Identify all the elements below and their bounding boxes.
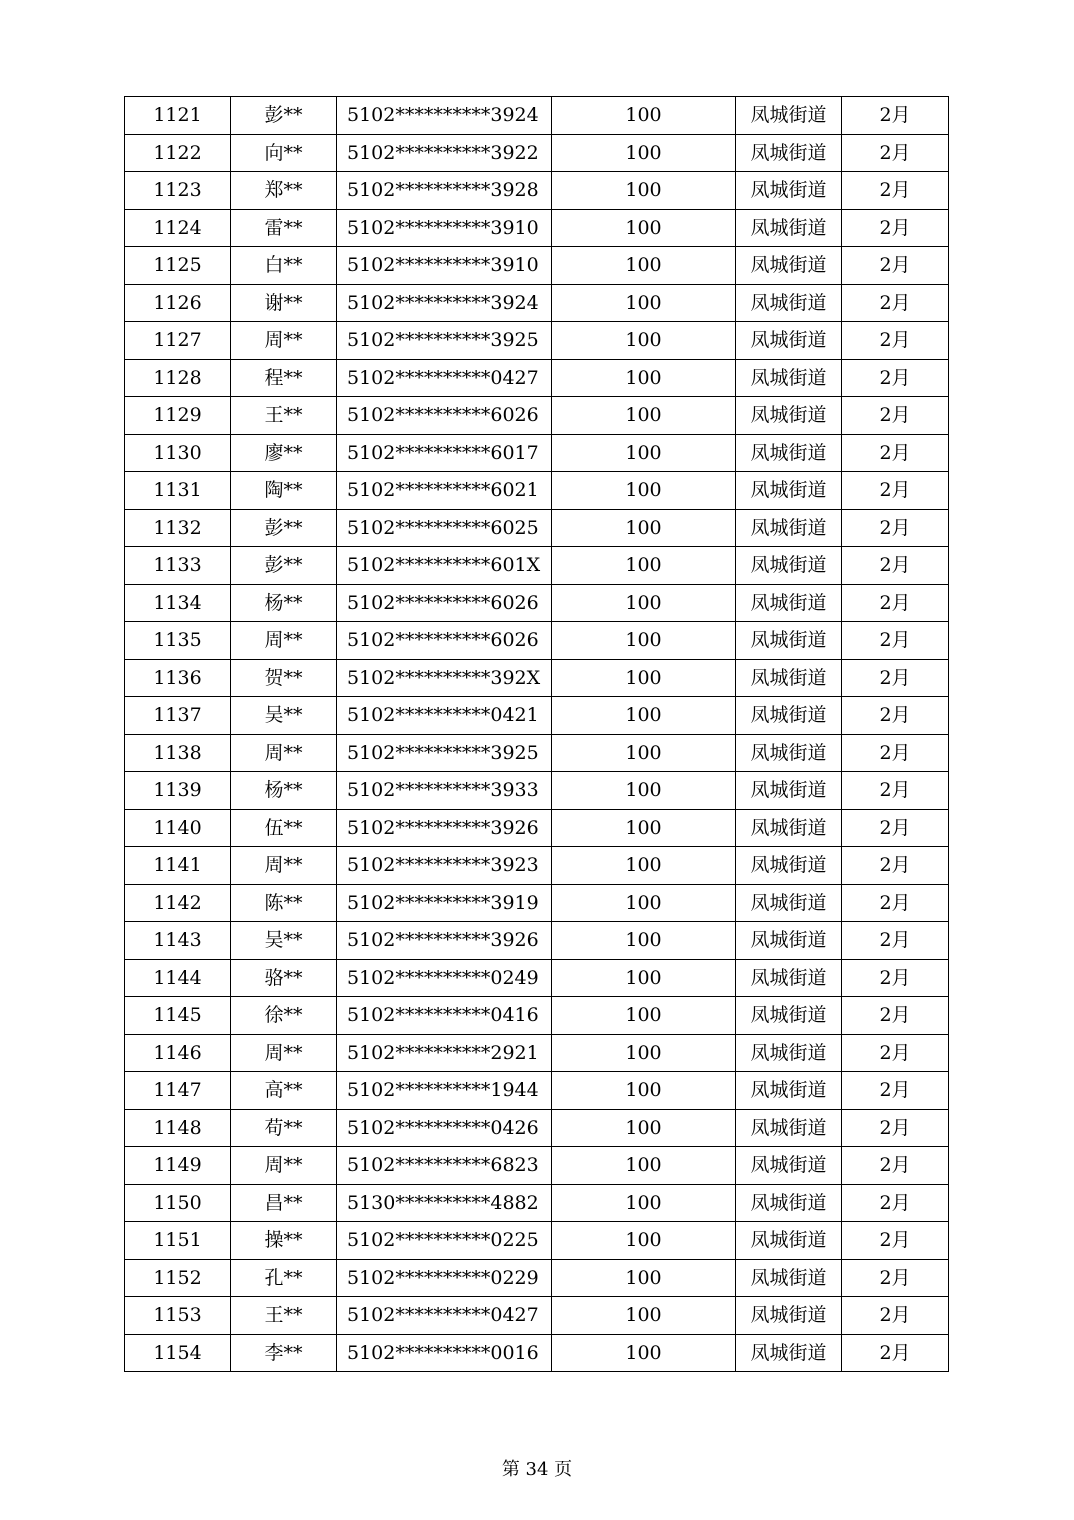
table-row [125, 1072, 949, 1110]
table-row [125, 472, 949, 510]
amount-cell: 100 [552, 622, 736, 660]
serial-number-cell: 1128 [125, 359, 231, 397]
amount-cell: 100 [552, 697, 736, 735]
id-number-cell: 5102**********3926 [337, 809, 552, 847]
name-cell: 王** [231, 1297, 337, 1335]
name-cell: 陈** [231, 884, 337, 922]
serial-number-cell: 1122 [125, 134, 231, 172]
month-cell: 2月 [842, 322, 949, 360]
amount-cell: 100 [552, 959, 736, 997]
id-number-cell: 5102**********3933 [337, 772, 552, 810]
name-cell: 操** [231, 1222, 337, 1260]
serial-number-cell: 1147 [125, 1072, 231, 1110]
id-number-cell: 5102**********0421 [337, 697, 552, 735]
table-row [125, 547, 949, 585]
month-cell: 2月 [842, 884, 949, 922]
table-row [125, 734, 949, 772]
name-cell: 白** [231, 247, 337, 285]
amount-cell: 100 [552, 359, 736, 397]
table-row [125, 209, 949, 247]
name-cell: 昌** [231, 1184, 337, 1222]
table-row [125, 1034, 949, 1072]
amount-cell: 100 [552, 734, 736, 772]
id-number-cell: 5102**********0427 [337, 359, 552, 397]
amount-cell: 100 [552, 884, 736, 922]
amount-cell: 100 [552, 772, 736, 810]
table-row [125, 1297, 949, 1335]
month-cell: 2月 [842, 1259, 949, 1297]
id-number-cell: 5102**********3910 [337, 209, 552, 247]
name-cell: 贺** [231, 659, 337, 697]
id-number-cell: 5102**********6017 [337, 434, 552, 472]
table-row [125, 1334, 949, 1372]
amount-cell: 100 [552, 1259, 736, 1297]
name-cell: 周** [231, 322, 337, 360]
table-row [125, 322, 949, 360]
id-number-cell: 5102**********0225 [337, 1222, 552, 1260]
serial-number-cell: 1133 [125, 547, 231, 585]
id-number-cell: 5102**********6823 [337, 1147, 552, 1185]
street-cell: 凤城街道 [736, 809, 842, 847]
street-cell: 凤城街道 [736, 434, 842, 472]
name-cell: 李** [231, 1334, 337, 1372]
name-cell: 向** [231, 134, 337, 172]
id-number-cell: 5102**********2921 [337, 1034, 552, 1072]
amount-cell: 100 [552, 997, 736, 1035]
month-cell: 2月 [842, 584, 949, 622]
month-cell: 2月 [842, 1334, 949, 1372]
table-row [125, 697, 949, 735]
month-cell: 2月 [842, 1072, 949, 1110]
table-row [125, 959, 949, 997]
name-cell: 谢** [231, 284, 337, 322]
id-number-cell: 5102**********3928 [337, 172, 552, 210]
serial-number-cell: 1124 [125, 209, 231, 247]
table-row [125, 284, 949, 322]
street-cell: 凤城街道 [736, 397, 842, 435]
serial-number-cell: 1154 [125, 1334, 231, 1372]
serial-number-cell: 1139 [125, 772, 231, 810]
amount-cell: 100 [552, 584, 736, 622]
month-cell: 2月 [842, 1147, 949, 1185]
name-cell: 周** [231, 622, 337, 660]
amount-cell: 100 [552, 547, 736, 585]
id-number-cell: 5102**********6021 [337, 472, 552, 510]
table-row [125, 434, 949, 472]
name-cell: 郑** [231, 172, 337, 210]
street-cell: 凤城街道 [736, 847, 842, 885]
id-number-cell: 5102**********0016 [337, 1334, 552, 1372]
id-number-cell: 5102**********3919 [337, 884, 552, 922]
serial-number-cell: 1149 [125, 1147, 231, 1185]
amount-cell: 100 [552, 659, 736, 697]
name-cell: 陶** [231, 472, 337, 510]
id-number-cell: 5102**********0229 [337, 1259, 552, 1297]
table-row [125, 584, 949, 622]
id-number-cell: 5102**********3926 [337, 922, 552, 960]
month-cell: 2月 [842, 1109, 949, 1147]
month-cell: 2月 [842, 734, 949, 772]
id-number-cell: 5130**********4882 [337, 1184, 552, 1222]
id-number-cell: 5102**********3924 [337, 284, 552, 322]
serial-number-cell: 1121 [125, 97, 231, 135]
street-cell: 凤城街道 [736, 622, 842, 660]
month-cell: 2月 [842, 547, 949, 585]
serial-number-cell: 1146 [125, 1034, 231, 1072]
month-cell: 2月 [842, 209, 949, 247]
table-row [125, 172, 949, 210]
month-cell: 2月 [842, 134, 949, 172]
month-cell: 2月 [842, 472, 949, 510]
month-cell: 2月 [842, 772, 949, 810]
name-cell: 彭** [231, 97, 337, 135]
street-cell: 凤城街道 [736, 772, 842, 810]
table-row [125, 1222, 949, 1260]
name-cell: 程** [231, 359, 337, 397]
street-cell: 凤城街道 [736, 209, 842, 247]
street-cell: 凤城街道 [736, 584, 842, 622]
month-cell: 2月 [842, 509, 949, 547]
street-cell: 凤城街道 [736, 322, 842, 360]
id-number-cell: 5102**********3922 [337, 134, 552, 172]
amount-cell: 100 [552, 284, 736, 322]
name-cell: 骆** [231, 959, 337, 997]
name-cell: 孔** [231, 1259, 337, 1297]
serial-number-cell: 1140 [125, 809, 231, 847]
month-cell: 2月 [842, 659, 949, 697]
month-cell: 2月 [842, 172, 949, 210]
amount-cell: 100 [552, 847, 736, 885]
name-cell: 廖** [231, 434, 337, 472]
serial-number-cell: 1126 [125, 284, 231, 322]
id-number-cell: 5102**********6026 [337, 622, 552, 660]
id-number-cell: 5102**********601X [337, 547, 552, 585]
name-cell: 徐** [231, 997, 337, 1035]
serial-number-cell: 1145 [125, 997, 231, 1035]
street-cell: 凤城街道 [736, 1072, 842, 1110]
serial-number-cell: 1137 [125, 697, 231, 735]
amount-cell: 100 [552, 922, 736, 960]
amount-cell: 100 [552, 134, 736, 172]
serial-number-cell: 1129 [125, 397, 231, 435]
id-number-cell: 5102**********3910 [337, 247, 552, 285]
serial-number-cell: 1143 [125, 922, 231, 960]
name-cell: 吴** [231, 697, 337, 735]
serial-number-cell: 1127 [125, 322, 231, 360]
name-cell: 苟** [231, 1109, 337, 1147]
street-cell: 凤城街道 [736, 997, 842, 1035]
serial-number-cell: 1153 [125, 1297, 231, 1335]
page-number: 第 34 页 [501, 1459, 573, 1480]
month-cell: 2月 [842, 1222, 949, 1260]
table-row [125, 884, 949, 922]
name-cell: 王** [231, 397, 337, 435]
id-number-cell: 5102**********3924 [337, 97, 552, 135]
street-cell: 凤城街道 [736, 172, 842, 210]
amount-cell: 100 [552, 97, 736, 135]
name-cell: 彭** [231, 547, 337, 585]
month-cell: 2月 [842, 1184, 949, 1222]
table-row [125, 922, 949, 960]
month-cell: 2月 [842, 697, 949, 735]
street-cell: 凤城街道 [736, 697, 842, 735]
amount-cell: 100 [552, 1334, 736, 1372]
serial-number-cell: 1125 [125, 247, 231, 285]
table-row [125, 772, 949, 810]
street-cell: 凤城街道 [736, 1334, 842, 1372]
table-row [125, 809, 949, 847]
id-number-cell: 5102**********6026 [337, 584, 552, 622]
table-row [125, 134, 949, 172]
month-cell: 2月 [842, 622, 949, 660]
street-cell: 凤城街道 [736, 922, 842, 960]
amount-cell: 100 [552, 209, 736, 247]
serial-number-cell: 1136 [125, 659, 231, 697]
table-row [125, 1184, 949, 1222]
street-cell: 凤城街道 [736, 884, 842, 922]
street-cell: 凤城街道 [736, 247, 842, 285]
id-number-cell: 5102**********1944 [337, 1072, 552, 1110]
month-cell: 2月 [842, 809, 949, 847]
id-number-cell: 5102**********3923 [337, 847, 552, 885]
table-row [125, 359, 949, 397]
street-cell: 凤城街道 [736, 1034, 842, 1072]
table-row [125, 659, 949, 697]
serial-number-cell: 1141 [125, 847, 231, 885]
street-cell: 凤城街道 [736, 734, 842, 772]
id-number-cell: 5102**********6026 [337, 397, 552, 435]
serial-number-cell: 1135 [125, 622, 231, 660]
amount-cell: 100 [552, 509, 736, 547]
street-cell: 凤城街道 [736, 1184, 842, 1222]
month-cell: 2月 [842, 847, 949, 885]
id-number-cell: 5102**********0427 [337, 1297, 552, 1335]
street-cell: 凤城街道 [736, 359, 842, 397]
name-cell: 杨** [231, 772, 337, 810]
street-cell: 凤城街道 [736, 97, 842, 135]
month-cell: 2月 [842, 284, 949, 322]
month-cell: 2月 [842, 997, 949, 1035]
serial-number-cell: 1132 [125, 509, 231, 547]
table-row [125, 247, 949, 285]
serial-number-cell: 1131 [125, 472, 231, 510]
amount-cell: 100 [552, 397, 736, 435]
amount-cell: 100 [552, 1222, 736, 1260]
table-row [125, 509, 949, 547]
name-cell: 吴** [231, 922, 337, 960]
street-cell: 凤城街道 [736, 1259, 842, 1297]
serial-number-cell: 1142 [125, 884, 231, 922]
amount-cell: 100 [552, 1184, 736, 1222]
amount-cell: 100 [552, 1034, 736, 1072]
street-cell: 凤城街道 [736, 1222, 842, 1260]
table-row [125, 1147, 949, 1185]
amount-cell: 100 [552, 434, 736, 472]
name-cell: 伍** [231, 809, 337, 847]
street-cell: 凤城街道 [736, 284, 842, 322]
month-cell: 2月 [842, 247, 949, 285]
amount-cell: 100 [552, 172, 736, 210]
name-cell: 周** [231, 734, 337, 772]
amount-cell: 100 [552, 472, 736, 510]
name-cell: 杨** [231, 584, 337, 622]
amount-cell: 100 [552, 1297, 736, 1335]
amount-cell: 100 [552, 1109, 736, 1147]
table-row [125, 847, 949, 885]
id-number-cell: 5102**********3925 [337, 734, 552, 772]
table-row [125, 1259, 949, 1297]
id-number-cell: 5102**********0249 [337, 959, 552, 997]
serial-number-cell: 1144 [125, 959, 231, 997]
name-cell: 高** [231, 1072, 337, 1110]
amount-cell: 100 [552, 1147, 736, 1185]
street-cell: 凤城街道 [736, 659, 842, 697]
street-cell: 凤城街道 [736, 547, 842, 585]
month-cell: 2月 [842, 397, 949, 435]
serial-number-cell: 1151 [125, 1222, 231, 1260]
table-row [125, 97, 949, 135]
serial-number-cell: 1123 [125, 172, 231, 210]
amount-cell: 100 [552, 247, 736, 285]
month-cell: 2月 [842, 959, 949, 997]
month-cell: 2月 [842, 1297, 949, 1335]
amount-cell: 100 [552, 322, 736, 360]
name-cell: 周** [231, 1034, 337, 1072]
records-body [125, 97, 949, 1372]
table-row [125, 622, 949, 660]
serial-number-cell: 1148 [125, 1109, 231, 1147]
street-cell: 凤城街道 [736, 959, 842, 997]
street-cell: 凤城街道 [736, 134, 842, 172]
month-cell: 2月 [842, 97, 949, 135]
month-cell: 2月 [842, 1034, 949, 1072]
records-table [124, 96, 949, 1372]
id-number-cell: 5102**********3925 [337, 322, 552, 360]
name-cell: 彭** [231, 509, 337, 547]
serial-number-cell: 1134 [125, 584, 231, 622]
name-cell: 雷** [231, 209, 337, 247]
id-number-cell: 5102**********0426 [337, 1109, 552, 1147]
street-cell: 凤城街道 [736, 1109, 842, 1147]
amount-cell: 100 [552, 809, 736, 847]
amount-cell: 100 [552, 1072, 736, 1110]
table-row [125, 397, 949, 435]
serial-number-cell: 1150 [125, 1184, 231, 1222]
month-cell: 2月 [842, 359, 949, 397]
street-cell: 凤城街道 [736, 1297, 842, 1335]
id-number-cell: 5102**********0416 [337, 997, 552, 1035]
serial-number-cell: 1152 [125, 1259, 231, 1297]
street-cell: 凤城街道 [736, 472, 842, 510]
serial-number-cell: 1138 [125, 734, 231, 772]
name-cell: 周** [231, 847, 337, 885]
table-row [125, 997, 949, 1035]
id-number-cell: 5102**********6025 [337, 509, 552, 547]
name-cell: 周** [231, 1147, 337, 1185]
serial-number-cell: 1130 [125, 434, 231, 472]
street-cell: 凤城街道 [736, 1147, 842, 1185]
street-cell: 凤城街道 [736, 509, 842, 547]
month-cell: 2月 [842, 434, 949, 472]
table-row [125, 1109, 949, 1147]
month-cell: 2月 [842, 922, 949, 960]
id-number-cell: 5102**********392X [337, 659, 552, 697]
